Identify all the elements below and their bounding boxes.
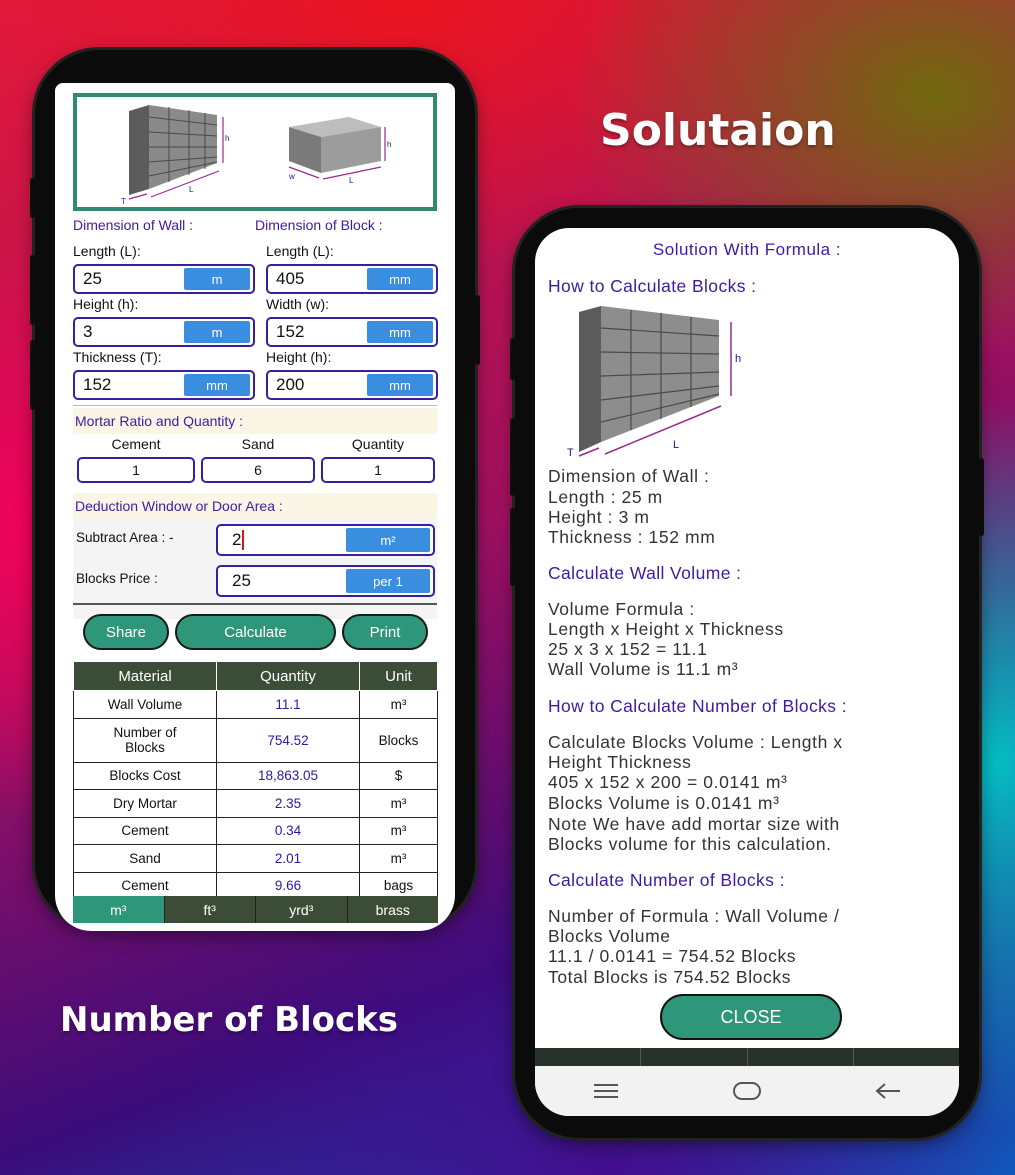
peek-tab bbox=[641, 1048, 747, 1066]
row-material: Cement bbox=[74, 817, 217, 845]
block-l-label: L bbox=[349, 176, 354, 185]
block-length-value: 405 bbox=[276, 269, 305, 288]
count-heading: Calculate Number of Blocks : bbox=[548, 870, 785, 890]
volume-calculation: 25 x 3 x 152 = 11.1 bbox=[548, 639, 708, 659]
block-length-input[interactable] bbox=[266, 264, 438, 294]
back-arrow-icon[interactable] bbox=[871, 1078, 905, 1104]
table-header-row bbox=[74, 662, 438, 691]
row-unit: m³ bbox=[360, 817, 438, 845]
results-table bbox=[73, 661, 438, 900]
print-button[interactable]: Print bbox=[342, 614, 428, 650]
wall-l-label: L bbox=[189, 185, 194, 194]
wall-block-diagram bbox=[77, 97, 433, 207]
phone-side-button bbox=[510, 508, 515, 586]
mortar-sand-input[interactable]: 6 bbox=[201, 457, 315, 483]
phone-side-button bbox=[475, 295, 480, 365]
note-line-1: Note We have add mortar size with bbox=[548, 814, 840, 834]
row-unit: m³ bbox=[360, 691, 438, 719]
dimension-diagram bbox=[73, 93, 437, 211]
row-quantity: 754.52 bbox=[217, 718, 360, 762]
mortar-quantity-header: Quantity bbox=[351, 436, 405, 452]
row-material: Number of Blocks bbox=[74, 718, 217, 762]
row-material: Sand bbox=[74, 845, 217, 873]
dimension-length: Length : 25 m bbox=[548, 487, 663, 507]
count-formula-line-2: Blocks Volume bbox=[548, 926, 671, 946]
material-header: Material bbox=[74, 662, 217, 691]
wall-thickness-value: 152 bbox=[83, 375, 112, 394]
row-material: Dry Mortar bbox=[74, 790, 217, 818]
wall-height-unit[interactable]: m bbox=[184, 321, 250, 343]
wall-thickness-input[interactable] bbox=[73, 370, 255, 400]
peek-tab bbox=[535, 1048, 641, 1066]
row-unit: $ bbox=[360, 762, 438, 790]
phone-side-button bbox=[30, 255, 35, 325]
count-formula-line-1: Number of Formula : Wall Volume / bbox=[548, 906, 840, 926]
how-blocks-heading: How to Calculate Blocks : bbox=[548, 276, 757, 296]
wall-height-label: Height (h): bbox=[73, 296, 139, 312]
block-width-label: Width (w): bbox=[266, 296, 329, 312]
block-section-title: Dimension of Block : bbox=[255, 217, 383, 233]
block-height-label: Height (h): bbox=[266, 349, 332, 365]
block-length-unit[interactable]: mm bbox=[367, 268, 433, 290]
blocks-price-unit[interactable]: per 1 bbox=[346, 569, 430, 593]
block-h-label: h bbox=[387, 140, 392, 149]
blocks-volume-result: Blocks Volume is 0.0141 m³ bbox=[548, 793, 780, 813]
table-row bbox=[74, 762, 438, 790]
phone-side-button bbox=[979, 458, 984, 536]
mortar-cement-input[interactable]: 1 bbox=[77, 457, 195, 483]
row-quantity: 18,863.05 bbox=[217, 762, 360, 790]
blocks-volume-line-1: Calculate Blocks Volume : Length x bbox=[548, 732, 843, 752]
table-row bbox=[74, 691, 438, 719]
blocks-price-input[interactable] bbox=[216, 565, 435, 597]
menu-lines-icon[interactable] bbox=[589, 1078, 623, 1104]
divider bbox=[73, 603, 437, 605]
row-unit: Blocks bbox=[360, 718, 438, 762]
wall-length-label: Length (L): bbox=[73, 243, 141, 259]
unit-header: Unit bbox=[360, 662, 438, 691]
solution-screen bbox=[535, 228, 959, 1116]
right-phone bbox=[515, 208, 979, 1138]
mortar-quantity-input[interactable]: 1 bbox=[321, 457, 435, 483]
android-nav-bar bbox=[535, 1066, 959, 1116]
wall-thickness-unit[interactable]: mm bbox=[184, 374, 250, 396]
mortar-sand-header: Sand bbox=[241, 436, 275, 452]
table-row bbox=[74, 817, 438, 845]
phone-side-button bbox=[30, 340, 35, 410]
wall-length-input[interactable] bbox=[73, 264, 255, 294]
quantity-header: Quantity bbox=[217, 662, 360, 691]
wall-t-label: T bbox=[121, 197, 126, 206]
number-blocks-heading: How to Calculate Number of Blocks : bbox=[548, 696, 847, 716]
unit-tabs bbox=[73, 896, 438, 923]
diagram-t-label: T bbox=[567, 447, 574, 458]
calculate-button[interactable]: Calculate bbox=[175, 614, 336, 650]
divider bbox=[73, 405, 437, 406]
block-w-label: w bbox=[289, 172, 295, 181]
blocks-volume-calculation: 405 x 152 x 200 = 0.0141 m³ bbox=[548, 772, 788, 792]
close-button[interactable]: CLOSE bbox=[660, 994, 842, 1040]
block-width-input[interactable] bbox=[266, 317, 438, 347]
volume-result: Wall Volume is 11.1 m³ bbox=[548, 659, 739, 679]
subtract-area-input[interactable] bbox=[216, 524, 435, 556]
wall-volume-heading: Calculate Wall Volume : bbox=[548, 563, 742, 583]
dimension-height: Height : 3 m bbox=[548, 507, 650, 527]
tab-brass[interactable]: brass bbox=[348, 896, 439, 923]
wall-height-input[interactable] bbox=[73, 317, 255, 347]
row-quantity: 9.66 bbox=[217, 872, 360, 900]
blocks-price-value: 25 bbox=[232, 571, 251, 590]
diagram-h-label: h bbox=[735, 353, 742, 365]
block-height-value: 200 bbox=[276, 375, 305, 394]
mortar-cement-header: Cement bbox=[111, 436, 161, 452]
wall-diagram bbox=[121, 105, 229, 206]
table-row bbox=[74, 845, 438, 873]
count-calculation: 11.1 / 0.0141 = 754.52 Blocks bbox=[548, 946, 797, 966]
block-diagram bbox=[288, 117, 391, 185]
wall-length-value: 25 bbox=[83, 269, 102, 288]
row-quantity: 11.1 bbox=[217, 691, 360, 719]
calculator-screen bbox=[55, 83, 455, 931]
volume-formula: Length x Height x Thickness bbox=[548, 619, 784, 639]
subtract-area-value: 2 bbox=[218, 530, 346, 551]
wall-h-label: h bbox=[225, 134, 230, 143]
peek-tab bbox=[748, 1048, 854, 1066]
blocks-volume-line-2: Height Thickness bbox=[548, 752, 692, 772]
row-material: Cement bbox=[74, 872, 217, 900]
tab-cubic-feet[interactable]: ft³ bbox=[165, 896, 257, 923]
tab-cubic-yard[interactable]: yrd³ bbox=[256, 896, 348, 923]
dimension-title: Dimension of Wall : bbox=[548, 466, 710, 486]
background-tabs-peek bbox=[535, 1048, 959, 1066]
volume-formula-label: Volume Formula : bbox=[548, 599, 695, 619]
wall-height-value: 3 bbox=[83, 322, 93, 341]
phone-side-button bbox=[510, 338, 515, 380]
table-row bbox=[74, 718, 438, 762]
wall-thickness-label: Thickness (T): bbox=[73, 349, 162, 365]
row-unit: bags bbox=[360, 872, 438, 900]
wall-length-unit[interactable]: m bbox=[184, 268, 250, 290]
phone-side-button bbox=[30, 178, 35, 218]
promo-blocks-heading: Number of Blocks bbox=[60, 1000, 399, 1040]
table-row bbox=[74, 790, 438, 818]
row-quantity: 2.01 bbox=[217, 845, 360, 873]
row-quantity: 2.35 bbox=[217, 790, 360, 818]
peek-tab bbox=[854, 1048, 959, 1066]
dimension-thickness: Thickness : 152 mm bbox=[548, 527, 716, 547]
promo-solution-heading: Solutaion bbox=[600, 105, 836, 156]
left-phone bbox=[35, 50, 475, 928]
deduction-title: Deduction Window or Door Area : bbox=[75, 498, 283, 514]
row-quantity: 0.34 bbox=[217, 817, 360, 845]
solution-title: Solution With Formula : bbox=[652, 240, 842, 259]
block-height-unit[interactable]: mm bbox=[367, 374, 433, 396]
count-result: Total Blocks is 754.52 Blocks bbox=[548, 967, 792, 987]
phone-side-button bbox=[510, 418, 515, 496]
row-unit: m³ bbox=[360, 790, 438, 818]
block-width-unit[interactable]: mm bbox=[367, 321, 433, 343]
block-width-value: 152 bbox=[276, 322, 305, 341]
share-button[interactable]: Share bbox=[83, 614, 169, 650]
wall-section-title: Dimension of Wall : bbox=[73, 217, 194, 233]
blocks-price-label: Blocks Price : bbox=[76, 571, 158, 586]
wall-diagram bbox=[559, 302, 759, 458]
text-cursor bbox=[242, 530, 244, 550]
block-height-input[interactable] bbox=[266, 370, 438, 400]
subtract-area-label: Subtract Area : - bbox=[76, 530, 174, 545]
block-length-label: Length (L): bbox=[266, 243, 334, 259]
note-line-2: Blocks volume for this calculation. bbox=[548, 834, 832, 854]
home-pill-icon[interactable] bbox=[730, 1078, 764, 1104]
diagram-l-label: L bbox=[673, 439, 680, 451]
row-material: Blocks Cost bbox=[74, 762, 217, 790]
row-unit: m³ bbox=[360, 845, 438, 873]
mortar-title: Mortar Ratio and Quantity : bbox=[75, 413, 244, 429]
tab-cubic-meter[interactable]: m³ bbox=[73, 896, 165, 923]
subtract-area-unit[interactable]: m² bbox=[346, 528, 430, 552]
row-material: Wall Volume bbox=[74, 691, 217, 719]
